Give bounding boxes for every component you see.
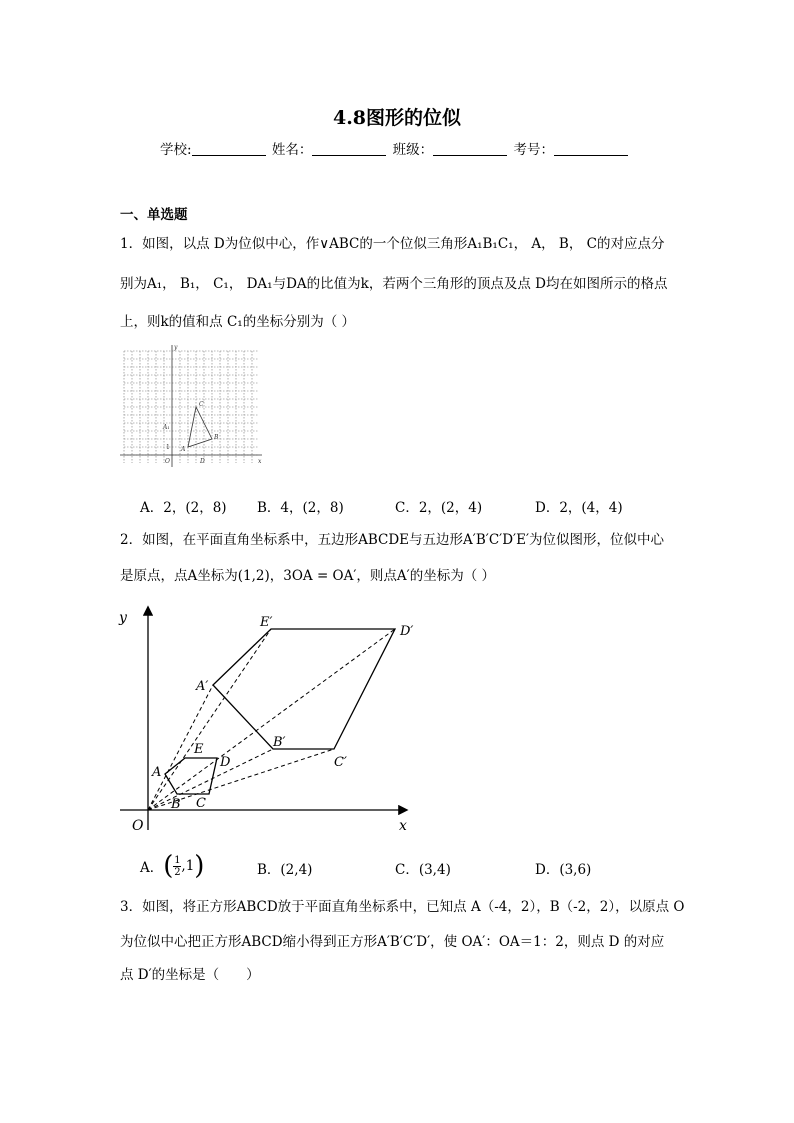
q2-point-b-prime-label: B′	[273, 735, 286, 750]
section-heading: 一、单选题	[120, 207, 188, 223]
q2-figure-pentagons	[110, 598, 420, 838]
q1-option-d[interactable]: D．2，(4，4)	[535, 500, 623, 516]
q2-point-c-prime-label: C′	[334, 755, 347, 770]
q1-unit-label: 1	[166, 444, 170, 451]
q1-option-a[interactable]: A．2，(2，8)	[140, 500, 227, 516]
q3-line-1: 3．如图，将正方形ABCD放于平面直角坐标系中，已知点 A（-4，2），B（-2，2），以原点 O	[120, 899, 685, 915]
q2-point-e-label: E	[194, 742, 204, 757]
q2-projection-lines	[148, 629, 395, 810]
q2-pentagon-a2b2c2d2e2	[213, 629, 395, 749]
q1-point-b-label: B	[214, 434, 219, 441]
page-title: 4.8图形的位似	[332, 107, 462, 129]
q2-origin-label: O	[132, 818, 144, 834]
number-blank[interactable]	[554, 141, 628, 156]
q1-point-c-label: C	[199, 401, 204, 408]
q1-line-1: 1．如图，以点 D为位似中心，作∨ABC的一个位似三角形A₁B₁C₁， A， B， C的对应点分	[120, 236, 665, 252]
student-info-line	[160, 138, 630, 158]
q1-option-b[interactable]: B．4，(2，8)	[257, 500, 344, 516]
q3-line-3: 点 D′的坐标是（ ）	[120, 967, 260, 983]
q2-option-a[interactable]: A． ( 1 2 ,1 )	[140, 851, 205, 881]
q1-point-d-label: D	[200, 458, 205, 465]
q3-line-2: 为位似中心把正方形ABCD缩小得到正方形A′B′C′D′，使 OA′：OA＝1：2，则点 D 的对应	[120, 934, 665, 950]
q2-y-label: y	[119, 610, 127, 626]
q1-origin-label: O	[165, 458, 170, 465]
class-blank[interactable]	[433, 141, 507, 156]
q2-point-d-label: D	[220, 755, 231, 770]
q1-option-c[interactable]: C．2，(2，4)	[395, 500, 483, 516]
q1-figure-grid	[118, 343, 266, 471]
q2-option-a-denominator: 2	[174, 866, 181, 878]
q1-line-3: 上，则k的值和点 C₁的坐标分别为（ ）	[120, 314, 356, 330]
q2-point-a-label: A	[152, 765, 162, 780]
q2-point-b-label: B	[171, 797, 181, 812]
q2-pentagon-abcde	[165, 758, 217, 794]
q1-line-2: 别为A₁， B₁， C₁， DA₁与DA的比值为k，若两个三角形的顶点及点 D均在如图所示的格点	[120, 276, 668, 292]
q1-x-label: x	[258, 458, 262, 465]
q2-option-c[interactable]: C．(3,4)	[395, 862, 451, 878]
q1-triangle-abc	[188, 407, 212, 447]
q1-point-a1-label: A₁	[163, 424, 170, 431]
q2-option-a-tail: ,1	[181, 858, 195, 874]
school-label: 学校:	[160, 142, 192, 158]
q2-option-a-numerator: 1	[174, 854, 181, 866]
class-label: 班级：	[392, 142, 434, 158]
q2-line-2: 是原点，点A坐标为(1,2)，3OA = OA′，则点A′的坐标为（ ）	[120, 568, 496, 584]
q1-point-a-label: A	[181, 446, 186, 453]
q2-option-d[interactable]: D．(3,6)	[535, 862, 592, 878]
q2-point-e-prime-label: E′	[260, 615, 273, 630]
number-label: 考号：	[513, 142, 554, 158]
school-blank[interactable]	[192, 141, 266, 156]
q2-point-a-prime-label: A′	[196, 679, 209, 694]
q2-line-1: 2．如图，在平面直角坐标系中，五边形ABCDE与五边形A′B′C′D′E′为位似图形，位似中心	[120, 532, 665, 548]
q2-option-b[interactable]: B．(2,4)	[257, 862, 313, 878]
name-blank[interactable]	[312, 141, 386, 156]
q2-point-c-label: C	[196, 796, 206, 811]
q1-y-label: y	[174, 344, 178, 351]
name-label: 姓名：	[271, 142, 313, 158]
q2-point-d-prime-label: D′	[400, 624, 414, 639]
q2-x-label: x	[399, 818, 407, 834]
